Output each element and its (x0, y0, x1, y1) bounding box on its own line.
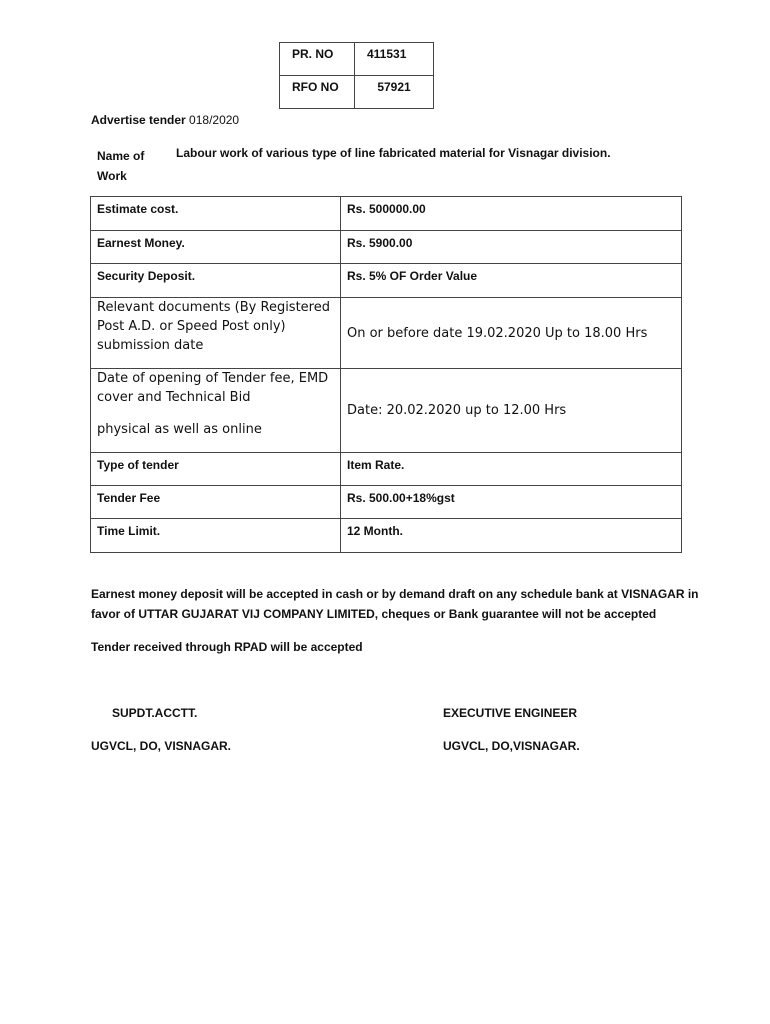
earnest-value: Rs. 5900.00 (341, 231, 682, 264)
name-of-work-label-line2: Work (97, 169, 127, 183)
estimate-value: Rs. 500000.00 (341, 197, 682, 231)
time-limit-label: Time Limit. (91, 519, 341, 553)
pr-label: PR. NO (280, 43, 355, 76)
table-row (91, 519, 682, 553)
time-limit-value: 12 Month. (341, 519, 682, 553)
table-row (91, 197, 682, 231)
relevant-line-2: Post A.D. or Speed Post only) (97, 319, 286, 334)
opening-line-1: Date of opening of Tender fee, EMD (97, 371, 329, 386)
pr-value: 411531 (355, 43, 434, 76)
left-signatory-org: UGVCL, DO, VISNAGAR. (91, 739, 232, 753)
advertise-number: 018/2020 (189, 113, 240, 127)
relevant-line-1: Relevant documents (By Registered (97, 300, 330, 315)
tender-fee-label: Tender Fee (91, 486, 341, 519)
estimate-label: Estimate cost. (91, 197, 341, 231)
relevant-line-3: submission date (97, 338, 204, 353)
right-signatory-org: UGVCL, DO,VISNAGAR. (443, 739, 580, 753)
emd-note-line2: favor of UTTAR GUJARAT VIJ COMPANY LIMITED, cheques or Bank guarantee will not be accepted (91, 607, 657, 621)
table-row (91, 298, 682, 369)
tender-fee-value: Rs. 500.00+18%gst (341, 486, 682, 519)
pr-row (280, 43, 434, 76)
opening-line-3: physical as well as online (97, 422, 262, 437)
rpad-note: Tender received through RPAD will be accepted (91, 640, 363, 654)
opening-date-value: Date: 20.02.2020 up to 12.00 Hrs (341, 369, 682, 453)
advertise-label: Advertise tender (91, 113, 186, 127)
relevant-documents-value: On or before date 19.02.2020 Up to 18.00 Hrs (341, 298, 682, 369)
tender-details-table (90, 196, 682, 553)
rfo-label: RFO NO (280, 76, 355, 109)
table-row (91, 264, 682, 298)
name-of-work-value: Labour work of various type of line fabricated material for Visnagar division. (176, 146, 611, 160)
name-of-work-label (97, 146, 144, 186)
table-row (91, 231, 682, 264)
emd-note (91, 584, 698, 624)
left-signatory-title: SUPDT.ACCTT. (112, 706, 198, 720)
security-value: Rs. 5% OF Order Value (341, 264, 682, 298)
table-row (91, 486, 682, 519)
name-of-work-label-line1: Name of (97, 149, 145, 163)
security-label: Security Deposit. (91, 264, 341, 298)
rfo-value: 57921 (355, 76, 434, 109)
opening-line-2: cover and Technical Bid (97, 390, 251, 405)
advertise-tender-line (91, 113, 239, 127)
rfo-row (280, 76, 434, 109)
relevant-documents-label (91, 298, 341, 369)
right-signatory-title: EXECUTIVE ENGINEER (443, 706, 578, 720)
table-row (91, 369, 682, 453)
emd-note-line1: Earnest money deposit will be accepted in cash or by demand draft on any schedule bank at VISNAGAR in (91, 587, 699, 601)
type-of-tender-value: Item Rate. (341, 453, 682, 486)
opening-date-label (91, 369, 341, 453)
earnest-label: Earnest Money. (91, 231, 341, 264)
type-of-tender-label: Type of tender (91, 453, 341, 486)
reference-box (279, 42, 434, 109)
table-row (91, 453, 682, 486)
